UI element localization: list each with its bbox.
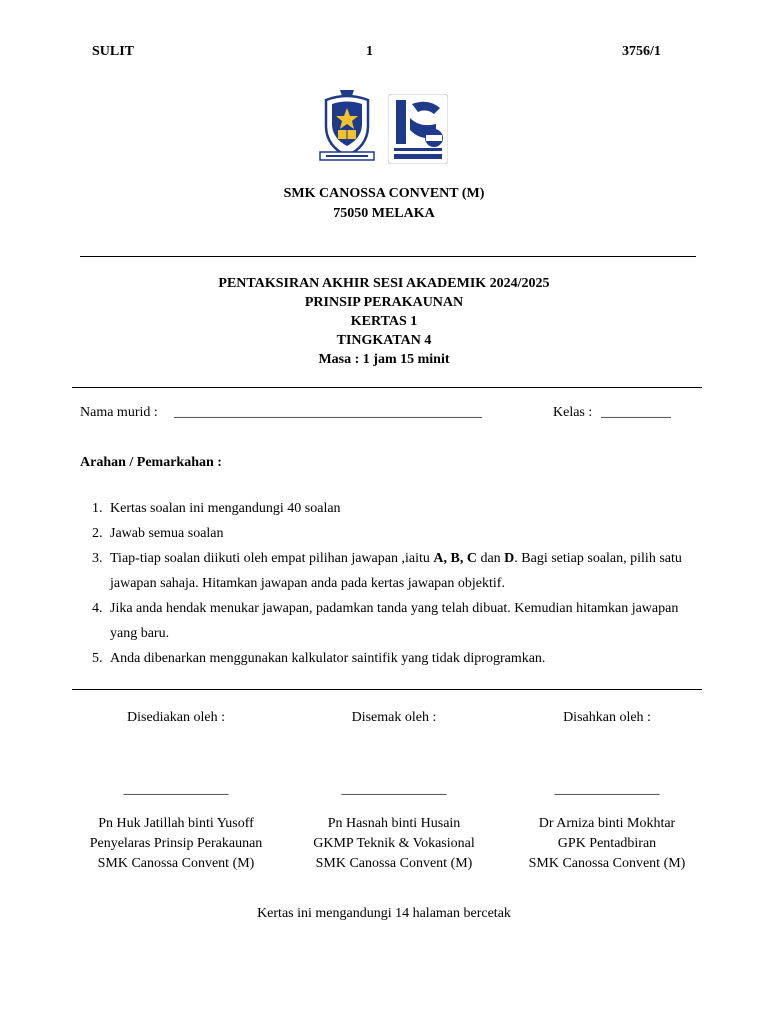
signatory-title: Penyelaras Prinsip Perakaunan [89, 836, 263, 851]
name-field[interactable]: ____________________________________________ [174, 405, 482, 420]
exam-form: TINGKATAN 4 [336, 333, 432, 348]
signatory-org: SMK Canossa Convent (M) [315, 856, 473, 871]
school-crest-logo [318, 86, 376, 166]
exam-subject: PRINSIP PERAKAUNAN [304, 295, 464, 310]
divider [72, 689, 702, 690]
name-label: Nama murid : [80, 405, 158, 420]
signatory-title: GPK Pentadbiran [557, 836, 657, 851]
page-number: 1 [366, 44, 373, 59]
25-anniversary-logo [388, 94, 448, 164]
page-header [0, 44, 768, 64]
list-item: 5. Anda dibenarkan menggunakan kalkulator saintifik yang tidak diprogramkan. [92, 651, 546, 666]
exam-title: PENTAKSIRAN AKHIR SESI AKADEMIK 2024/2025 [218, 276, 550, 291]
instructions-heading: Arahan / Pemarkahan : [80, 455, 222, 470]
exam-duration: Masa : 1 jam 15 minit [318, 352, 450, 367]
school-block [0, 184, 768, 224]
divider [80, 256, 696, 257]
signatory-org: SMK Canossa Convent (M) [528, 856, 686, 871]
signature-line: _______________ [123, 782, 229, 797]
school-address: 75050 MELAKA [333, 206, 435, 221]
list-item: 4. Jika anda hendak menukar jawapan, padamkan tanda yang telah dibuat. Kemudian hitamkan jawapan yang baru. [92, 601, 679, 641]
signature-line: _______________ [554, 782, 660, 797]
list-item: 2. Jawab semua soalan [92, 526, 224, 541]
class-field[interactable]: __________ [601, 405, 671, 420]
list-item: 3. Tiap-tiap soalan diikuti oleh empat pilihan jawapan ,iaitu A, B, C dan D. Bagi setiap soalan, pilih satu jawapan sahaja. Hitamkan jawapan anda pada kertas jawapan objektif. [92, 551, 682, 591]
signatory-title: GKMP Teknik & Vokasional [313, 836, 475, 851]
signatory-org: SMK Canossa Convent (M) [97, 856, 255, 871]
school-name: SMK CANOSSA CONVENT (M) [283, 186, 485, 201]
list-item: 1. Kertas soalan ini mengandungi 40 soalan [92, 501, 341, 516]
signatory-name: Pn Hasnah binti Husain [327, 816, 461, 831]
signature-line: _______________ [341, 782, 447, 797]
exam-paper: KERTAS 1 [350, 314, 418, 329]
class-label: Kelas : [553, 405, 593, 420]
signature-role: Disahkan oleh : [563, 710, 651, 725]
logo-group [318, 86, 458, 166]
signature-role: Disemak oleh : [351, 710, 437, 725]
instructions-list [92, 496, 702, 671]
exam-block [0, 274, 768, 369]
paper-code: 3756/1 [622, 44, 661, 59]
signatory-name: Pn Huk Jatillah binti Yusoff [98, 816, 254, 831]
signatory-name: Dr Arniza binti Mokhtar [538, 816, 676, 831]
signature-role: Disediakan oleh : [127, 710, 225, 725]
classification-label: SULIT [92, 44, 135, 59]
page-count-note: Kertas ini mengandungi 14 halaman bercetak [257, 906, 511, 921]
divider [72, 387, 702, 388]
